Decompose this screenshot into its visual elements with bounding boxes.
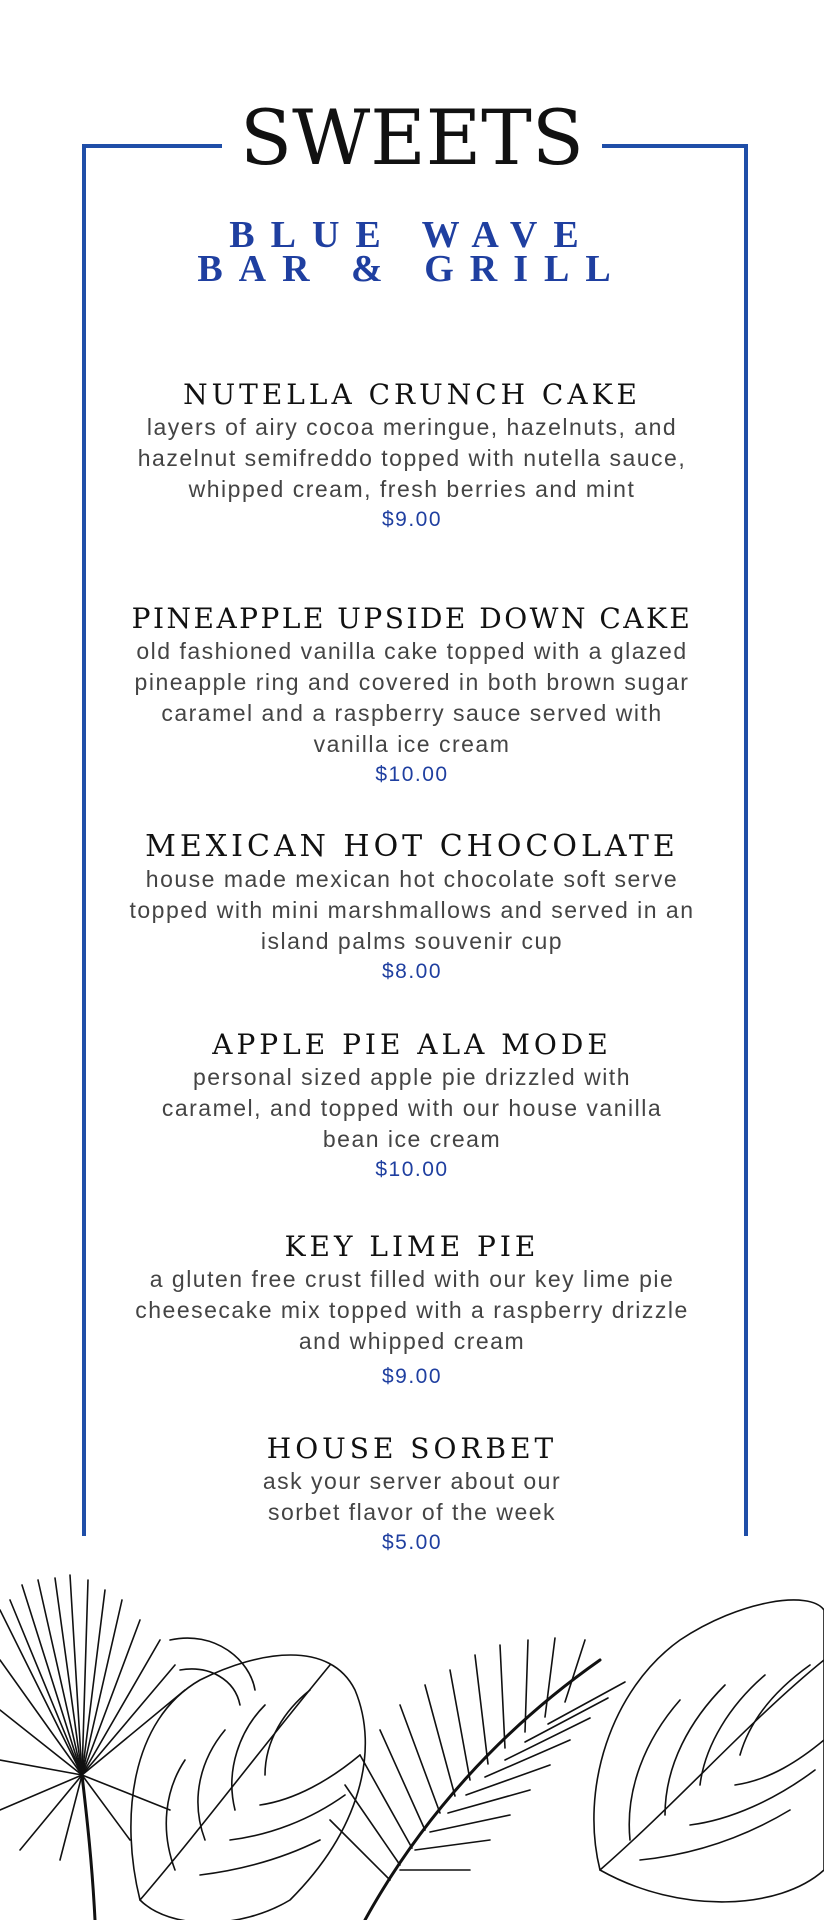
- menu-item: [120, 1028, 704, 1182]
- menu-item: [120, 1230, 704, 1389]
- item-name: PINEAPPLE UPSIDE DOWN CAKE: [131, 602, 693, 635]
- item-name: APPLE PIE ALA MODE: [212, 1028, 612, 1061]
- menu-item: [120, 830, 704, 984]
- menu-item: [120, 1432, 704, 1555]
- menu-title: SWEETS: [222, 100, 602, 176]
- item-price: $5.00: [381, 1531, 443, 1554]
- item-description: a gluten free crust filled with our key lime pie cheesecake mix topped with a raspberry drizzle and whipped cream: [135, 1266, 689, 1354]
- item-description: personal sized apple pie drizzled with caramel, and topped with our house vanilla bean ice cream: [161, 1064, 663, 1152]
- item-name: NUTELLA CRUNCH CAKE: [183, 378, 641, 411]
- fan-palm-icon: [0, 1575, 185, 1920]
- menu-item: [120, 378, 704, 532]
- item-name: HOUSE SORBET: [266, 1432, 558, 1465]
- restaurant-name-line-1: BLUE WAVE: [229, 214, 595, 256]
- feather-palm-icon: [330, 1638, 625, 1920]
- item-description: ask your server about our sorbet flavor of the week: [262, 1468, 562, 1525]
- monstera-leaf-icon: [594, 1600, 824, 1902]
- item-description: house made mexican hot chocolate soft serve topped with mini marshmallows and served in an island palms souvenir cup: [129, 866, 695, 954]
- item-description: layers of airy cocoa meringue, hazelnuts, and hazelnut semifreddo topped with nutella sauce, whipped cream, fresh berries and mint: [137, 414, 687, 502]
- menu-header: [0, 93, 824, 182]
- item-price: $9.00: [381, 1365, 443, 1388]
- item-price: $8.00: [381, 960, 443, 983]
- restaurant-name: [0, 214, 824, 290]
- item-price: $9.00: [381, 508, 443, 531]
- menu-item: [120, 602, 704, 787]
- monstera-leaf-icon: [131, 1638, 365, 1920]
- item-price: $10.00: [375, 1158, 449, 1181]
- item-name: MEXICAN HOT CHOCOLATE: [145, 829, 679, 864]
- item-description: old fashioned vanilla cake topped with a glazed pineapple ring and covered in both brown sugar caramel and a raspberry sauce served with vanilla ice cream: [134, 638, 690, 757]
- restaurant-name-line-2: BAR & GRILL: [197, 248, 627, 290]
- tropical-leaves-icon: [0, 1570, 824, 1920]
- item-price: $10.00: [375, 763, 449, 786]
- item-name: KEY LIME PIE: [284, 1230, 540, 1263]
